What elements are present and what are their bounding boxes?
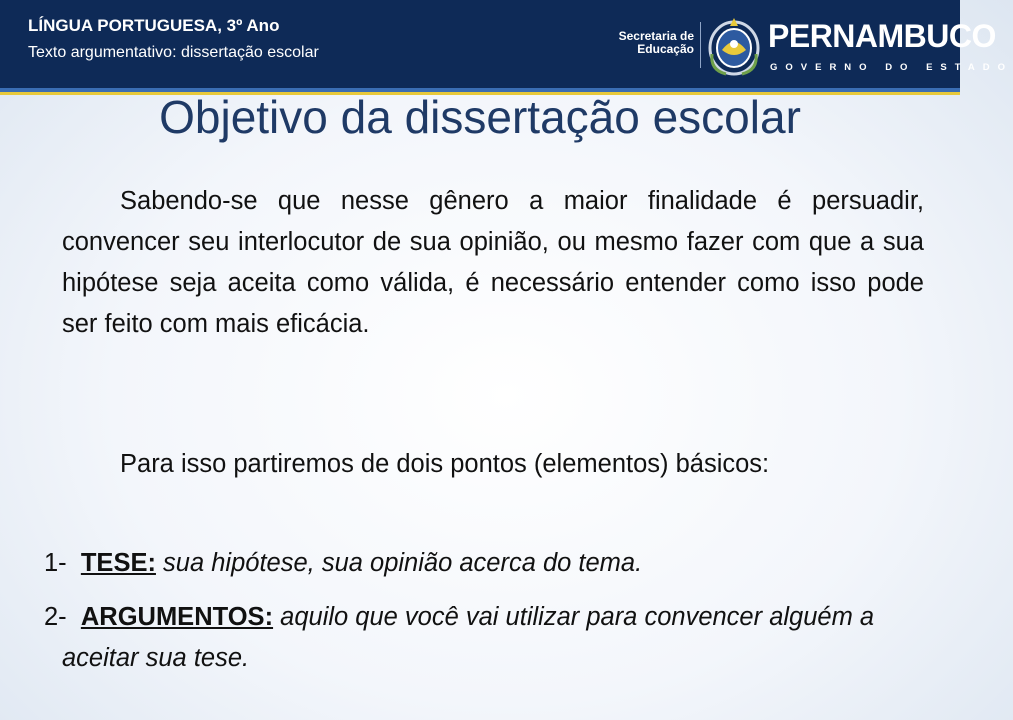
subject-label: LÍNGUA PORTUGUESA, 3º Ano — [28, 16, 280, 35]
list-item-number: 2- — [44, 603, 67, 631]
secretaria-label — [606, 30, 694, 56]
slide-title: Objetivo da dissertação escolar — [159, 91, 801, 143]
list-item-description: aquilo que você vai utilizar para convencer alguém a aceitar sua tese. — [62, 603, 875, 672]
logo-divider — [700, 22, 701, 68]
secretaria-line2: Educação — [637, 42, 694, 56]
secretaria-line1: Secretaria de — [618, 29, 694, 43]
paragraph-intro: Sabendo-se que nesse gênero a maior finalidade é persuadir, convencer seu interlocutor de sua opinião, ou mesmo fazer com que a sua hipótese seja aceita como válida, é necessário entender como isso pode ser feito com mais eficácia. — [62, 187, 924, 338]
brand-subtitle: GOVERNO DO ESTADO — [770, 62, 1013, 73]
list-item-argumentos — [44, 597, 942, 679]
topic-label: Texto argumentativo: dissertação escolar — [28, 44, 319, 61]
list-item-term: TESE: — [80, 549, 156, 577]
list-item-number: 1- — [44, 549, 67, 577]
list-item-term: ARGUMENTOS: — [80, 603, 274, 631]
header-bar — [0, 0, 1013, 88]
paragraph-elements: Para isso partiremos de dois pontos (elementos) básicos: — [120, 450, 770, 478]
list-item-description: sua hipótese, sua opinião acerca do tema. — [163, 549, 643, 577]
brand-name: PERNAMBUCO — [768, 18, 996, 54]
list-item-tese — [44, 543, 924, 584]
coat-of-arms-icon — [706, 14, 762, 78]
